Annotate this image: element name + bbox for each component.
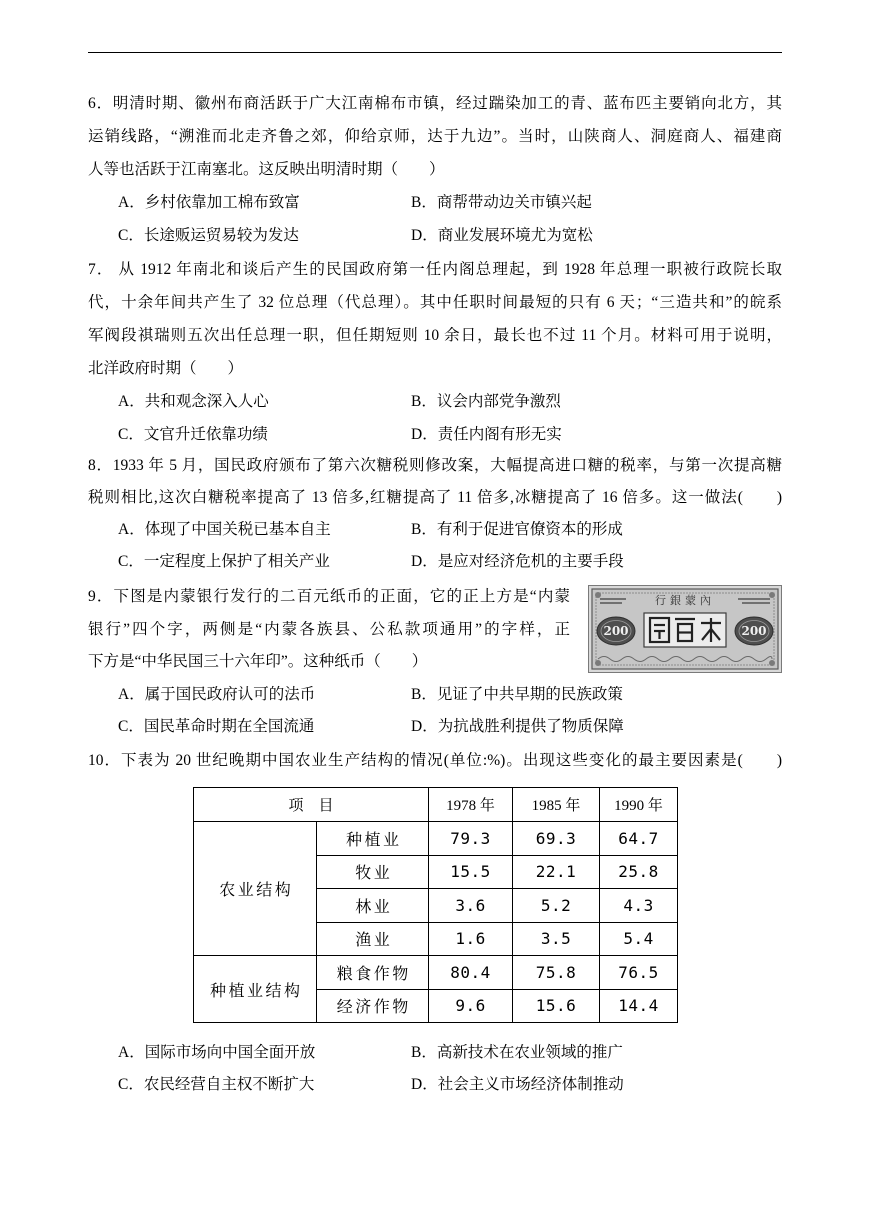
value-cell: 69.3 — [513, 822, 600, 856]
option-c: C．长途贩运贸易较为发达 — [118, 226, 299, 244]
options-row — [88, 514, 782, 546]
value-cell: 25.8 — [600, 855, 678, 889]
options-row — [88, 546, 782, 578]
row-item: 种植业 — [317, 822, 429, 856]
question-7 — [88, 253, 782, 451]
header-year: 1990 年 — [600, 788, 678, 822]
value-cell: 5.2 — [513, 889, 600, 923]
value-cell: 4.3 — [600, 889, 678, 923]
question-stem-line: 北洋政府时期（ ） — [88, 359, 244, 377]
banknote-image — [588, 585, 782, 673]
option-a: A．体现了中国关税已基本自主 — [118, 521, 331, 538]
group-label: 种植业结构 — [194, 956, 317, 1023]
question-stem-line: 下方是“中华民国三十六年印”。这种纸币（ ） — [88, 653, 428, 670]
table-header-row — [194, 788, 678, 822]
options-row — [88, 219, 782, 252]
question-stem-line: 代，十余年间共产生了 32 位总理（代总理）。其中任职时间最短的只有 6 天；“三造共和”的皖系 — [88, 293, 782, 311]
option-d: D．责任内阁有形无实 — [411, 425, 562, 443]
value-cell: 75.8 — [513, 956, 600, 990]
value-cell: 15.6 — [513, 989, 600, 1023]
value-cell: 15.5 — [429, 855, 513, 889]
option-d: D．为抗战胜利提供了物质保障 — [411, 718, 624, 735]
banknote-corner-ornament — [769, 660, 775, 666]
question-stem-line: 税则相比,这次白糖税率提高了 13 倍多,红糖提高了 11 倍多,冰糖提高了 16 倍多。这一做法( ) — [88, 489, 782, 506]
question-10 — [88, 744, 782, 777]
banknote-top-text: 行銀蒙內 — [655, 594, 715, 607]
question-stem-line: 7． 从 1912 年南北和谈后产生的民国政府第一任内阁总理起，到 1928 年总理一职被行政院长取 — [88, 260, 782, 278]
value-cell: 3.5 — [513, 922, 600, 956]
question-stem-line: 9．下图是内蒙银行发行的二百元纸币的正面，它的正上方是“内蒙 — [88, 588, 570, 605]
row-item: 牧业 — [317, 855, 429, 889]
option-b: B．商帮带动边关市镇兴起 — [411, 193, 592, 211]
question-stem-line: 银行”四个字，两侧是“内蒙各族县、公私款项通用”的字样，正 — [88, 620, 570, 638]
row-item: 粮食作物 — [317, 956, 429, 990]
question-stem-line: 人等也活跃于江南塞北。这反映出明清时期（ ） — [88, 160, 445, 178]
options-row — [88, 1037, 782, 1069]
option-b: B．议会内部党争激烈 — [411, 392, 561, 410]
row-item: 林业 — [317, 889, 429, 923]
row-item: 经济作物 — [317, 989, 429, 1023]
banknote-corner-ornament — [595, 592, 601, 598]
value-cell: 14.4 — [600, 989, 678, 1023]
option-c: C．一定程度上保护了相关产业 — [118, 553, 330, 570]
question-6 — [88, 87, 782, 252]
value-cell: 79.3 — [429, 822, 513, 856]
row-item: 渔业 — [317, 922, 429, 956]
option-d: D．是应对经济危机的主要手段 — [411, 553, 624, 570]
option-d: D．商业发展环境尤为宽松 — [411, 226, 593, 244]
value-cell: 9.6 — [429, 989, 513, 1023]
option-a: A．国际市场向中国全面开放 — [118, 1044, 316, 1061]
options-row — [88, 711, 782, 744]
banknote-left-value: 200 — [603, 624, 629, 638]
options-row — [88, 418, 782, 451]
header-year: 1978 年 — [429, 788, 513, 822]
option-d: D．社会主义市场经济体制推动 — [411, 1076, 624, 1093]
question-8 — [88, 450, 782, 578]
value-cell: 3.6 — [429, 889, 513, 923]
option-b: B．高新技术在农业领域的推广 — [411, 1044, 623, 1061]
question-stem-line: 军阀段祺瑞则五次出任总理一职，但任期短则 10 余日，最长也不过 11 个月。材料可用于说明， — [88, 326, 782, 344]
table-row — [194, 822, 678, 856]
options-row — [88, 186, 782, 219]
options-row — [88, 1069, 782, 1101]
option-a: A．属于国民政府认可的法币 — [118, 685, 316, 703]
value-cell: 80.4 — [429, 956, 513, 990]
option-b: B．有利于促进官僚资本的形成 — [411, 521, 623, 538]
header-item: 项 目 — [194, 788, 429, 822]
table-row — [194, 956, 678, 990]
header-rule — [88, 52, 782, 53]
option-a: A．共和观念深入人心 — [118, 392, 269, 410]
banknote-right-value: 200 — [741, 624, 767, 638]
question-stem-line: 运销线路，“溯淮而北走齐鲁之郊，仰给京师，达于九边”。当时，山陕商人、洞庭商人、福建商 — [88, 127, 782, 145]
agriculture-structure-table — [193, 787, 678, 1023]
value-cell: 76.5 — [600, 956, 678, 990]
value-cell: 1.6 — [429, 922, 513, 956]
group-label: 农业结构 — [194, 822, 317, 956]
option-b: B．见证了中共早期的民族政策 — [411, 685, 623, 703]
question-stem-line: 6．明清时期、徽州布商活跃于广大江南棉布市镇，经过踹染加工的青、蓝布匹主要销向北方，其 — [88, 94, 782, 112]
question-9 — [88, 581, 782, 744]
header-year: 1985 年 — [513, 788, 600, 822]
value-cell: 64.7 — [600, 822, 678, 856]
option-c: C．农民经营自主权不断扩大 — [118, 1076, 315, 1093]
value-cell: 22.1 — [513, 855, 600, 889]
banknote-corner-ornament — [595, 660, 601, 666]
banknote-corner-ornament — [769, 592, 775, 598]
value-cell: 5.4 — [600, 922, 678, 956]
options-row — [88, 385, 782, 418]
option-c: C．文官升迁依靠功绩 — [118, 425, 268, 443]
question-stem-line: 10．下表为 20 世纪晚期中国农业生产结构的情况(单位:%)。出现这些变化的最主要因素是( ) — [88, 751, 782, 769]
option-a: A．乡村依靠加工棉布致富 — [118, 193, 300, 211]
question-stem-line: 8．1933 年 5 月，国民政府颁布了第六次糖税则修改案，大幅提高进口糖的税率，与第一次提高糖 — [88, 457, 782, 474]
option-c: C．国民革命时期在全国流通 — [118, 718, 315, 735]
options-row — [88, 679, 782, 712]
question-10-options — [88, 1037, 782, 1101]
